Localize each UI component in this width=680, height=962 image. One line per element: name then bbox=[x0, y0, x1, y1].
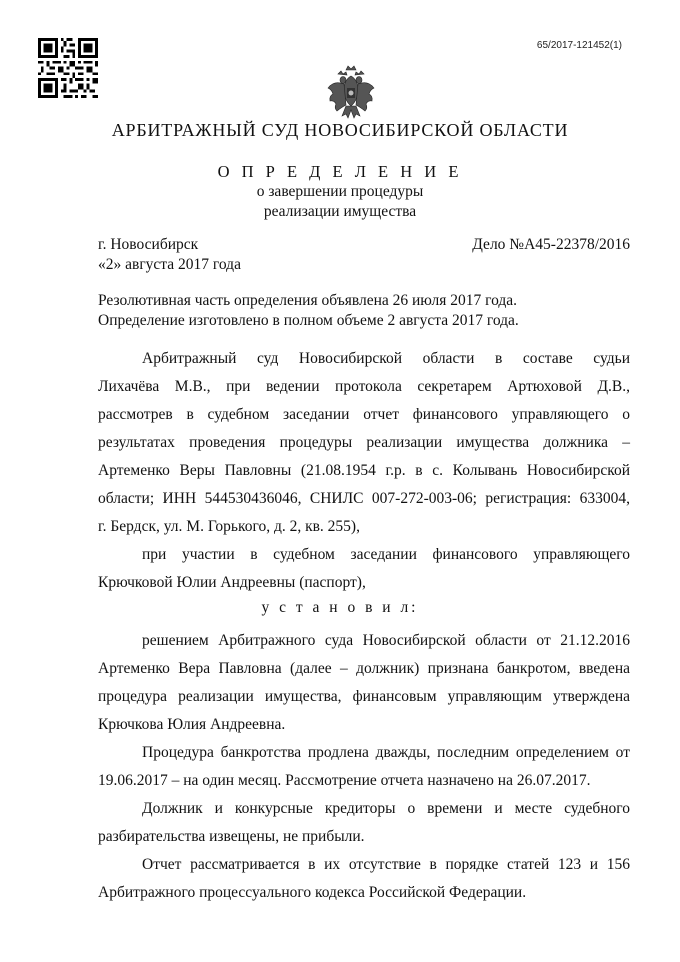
paragraph-line: Артеменко Веры Павловны (21.08.1954 г.р. в с. Колывань Новосибирской bbox=[98, 462, 630, 479]
paragraph-line: Арбитражный суд Новосибирской области в составе судьи bbox=[142, 350, 630, 367]
court-name: АРБИТРАЖНЫЙ СУД НОВОСИБИРСКОЙ ОБЛАСТИ bbox=[111, 120, 569, 140]
document-number: 65/2017-121452(1) bbox=[536, 40, 622, 51]
coat-of-arms-emblem-icon bbox=[326, 64, 376, 122]
paragraph-line: Должник и конкурсные кредиторы о времени и месте судебного bbox=[142, 800, 630, 817]
city: г. Новосибирск bbox=[98, 236, 199, 253]
paragraph-line: Крючкова Юлия Андреевна. bbox=[98, 716, 286, 733]
paragraph-line: Процедура банкротства продлена дважды, последним определением от bbox=[142, 744, 630, 761]
paragraph-line: решением Арбитражного суда Новосибирской области от 21.12.2016 bbox=[142, 632, 630, 649]
paragraph-line: при участии в судебном заседании финансового управляющего bbox=[142, 546, 630, 563]
paragraph-line: процедура реализации имущества, финансовым управляющим утверждена bbox=[98, 688, 630, 705]
section-heading-ustanovil: у с т а н о в и л: bbox=[261, 599, 419, 616]
paragraph-line: 19.06.2017 – на один месяц. Рассмотрение отчета назначено на 26.07.2017. bbox=[98, 772, 591, 789]
subtitle-line: реализации имущества bbox=[263, 203, 417, 220]
resolution-line: Резолютивная часть определения объявлена 26 июля 2017 года. bbox=[98, 292, 518, 309]
paragraph-line: области; ИНН 544530436046, СНИЛС 007-272-003-06; регистрация: 633004, bbox=[98, 490, 630, 507]
paragraph-line: Отчет рассматривается в их отсутствие в порядке статей 123 и 156 bbox=[142, 856, 630, 873]
paragraph-line: Арбитражного процессуального кодекса Российской Федерации. bbox=[98, 884, 527, 901]
qr-code-icon bbox=[38, 38, 98, 98]
paragraph-line: г. Бердск, ул. М. Горького, д. 2, кв. 255), bbox=[98, 518, 360, 535]
document-title: О П Р Е Д Е Л Е Н И Е bbox=[217, 162, 463, 181]
paragraph-line: Лихачёва М.В., при ведении протокола секретарем Артюховой Д.В., bbox=[98, 378, 630, 395]
paragraph-line: рассмотрев в судебном заседании отчет финансового управляющего о bbox=[98, 406, 630, 423]
document-date: «2» августа 2017 года bbox=[98, 256, 241, 273]
case-number: Дело №А45-22378/2016 bbox=[472, 236, 630, 253]
document-subtitle bbox=[0, 182, 680, 222]
paragraph-line: результатах проведения процедуры реализации имущества должника – bbox=[98, 434, 630, 451]
paragraph-line: разбирательства извещены, не прибыли. bbox=[98, 828, 365, 845]
paragraph-line: Крючковой Юлии Андреевны (паспорт), bbox=[98, 574, 366, 591]
paragraph-line: Артеменко Вера Павловна (далее – должник) признана банкротом, введена bbox=[98, 660, 630, 677]
subtitle-line: о завершении процедуры bbox=[256, 183, 424, 200]
resolution-line: Определение изготовлено в полном объеме 2 августа 2017 года. bbox=[98, 312, 519, 329]
